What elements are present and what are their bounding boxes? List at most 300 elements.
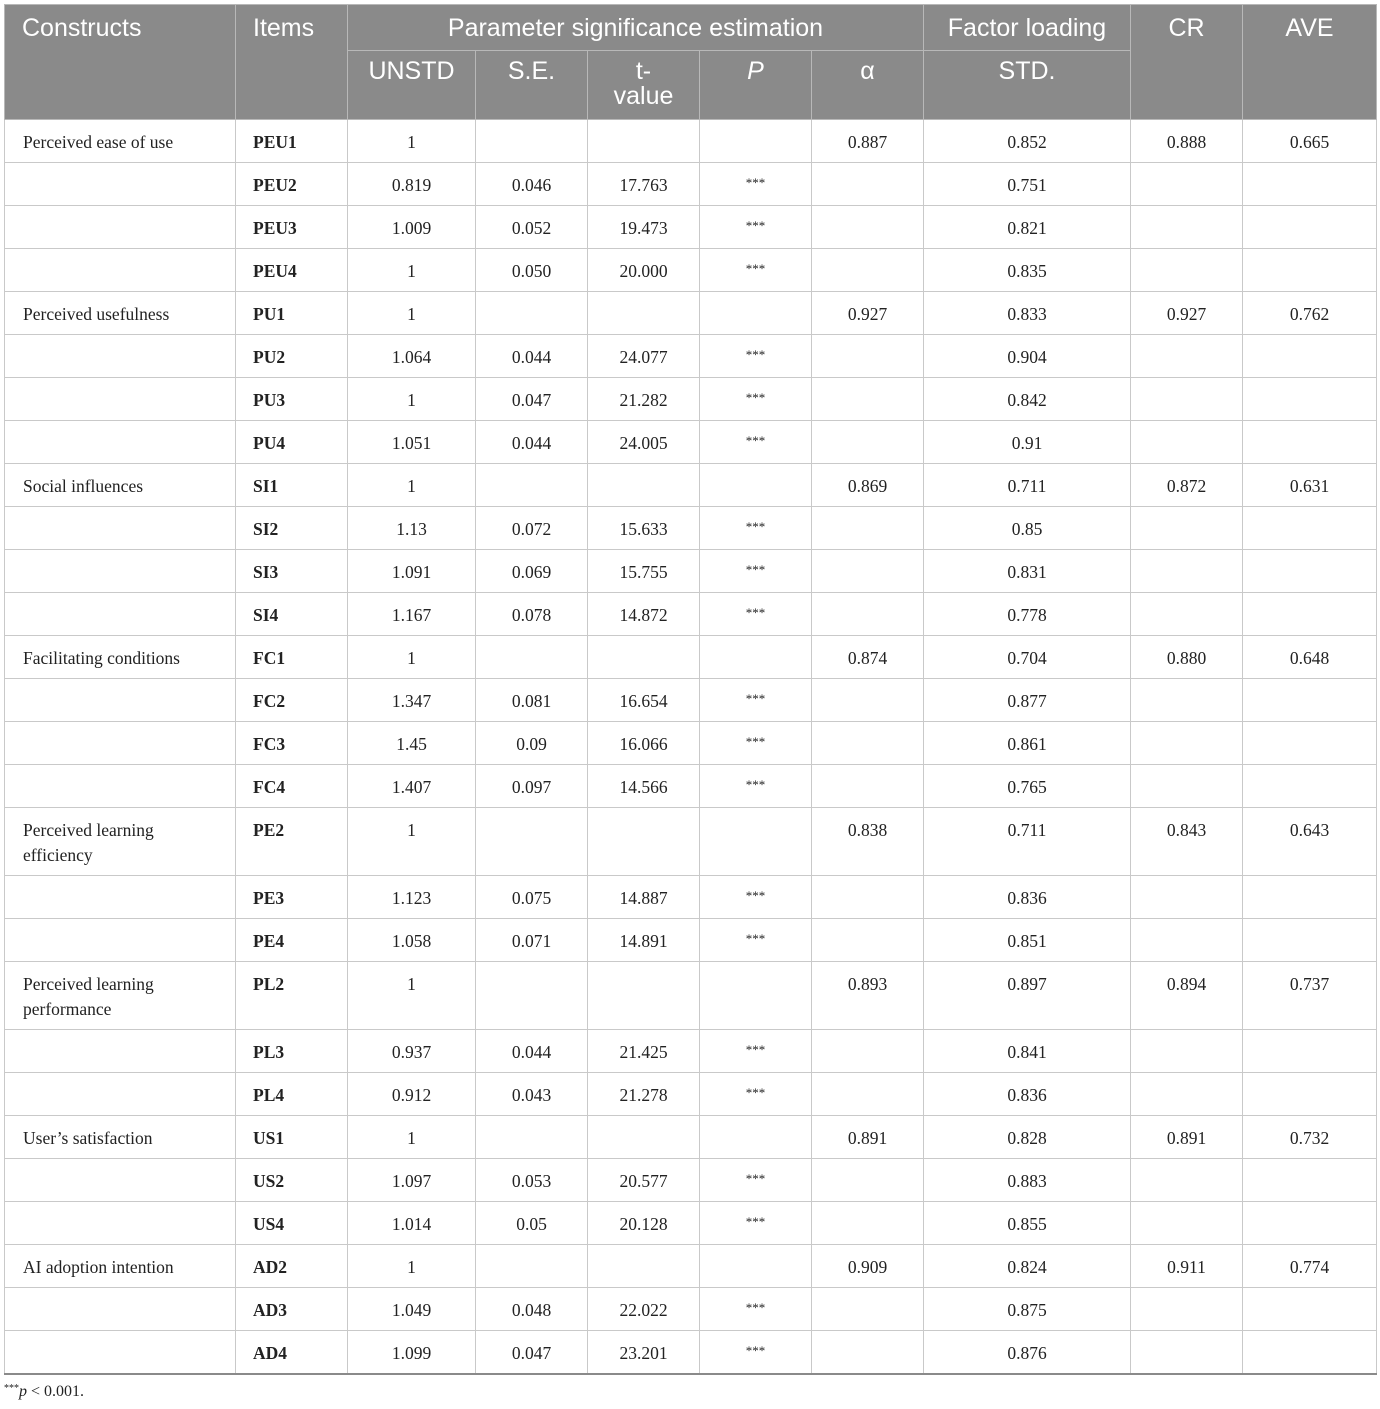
cell-unstd: 1.347 xyxy=(348,679,476,722)
cell-alpha xyxy=(812,1202,924,1245)
cell-se xyxy=(476,292,588,335)
cell-std: 0.897 xyxy=(924,962,1131,1030)
cell-alpha xyxy=(812,876,924,919)
table-row xyxy=(5,120,1377,163)
cell-std: 0.904 xyxy=(924,335,1131,378)
cell-construct: AI adoption intention xyxy=(5,1245,236,1288)
cell-se: 0.069 xyxy=(476,550,588,593)
cell-t-value: 14.891 xyxy=(588,919,700,962)
cell-construct xyxy=(5,919,236,962)
cell-p: *** xyxy=(700,1073,812,1116)
cell-alpha xyxy=(812,378,924,421)
cell-item: SI2 xyxy=(236,507,348,550)
cell-se: 0.043 xyxy=(476,1073,588,1116)
cell-t-value: 19.473 xyxy=(588,206,700,249)
table-row xyxy=(5,636,1377,679)
cell-item: PEU3 xyxy=(236,206,348,249)
cell-cr: 0.880 xyxy=(1131,636,1243,679)
cell-alpha: 0.869 xyxy=(812,464,924,507)
cell-item: PU2 xyxy=(236,335,348,378)
table-header xyxy=(5,5,1377,120)
cell-alpha xyxy=(812,679,924,722)
cell-t-value: 20.128 xyxy=(588,1202,700,1245)
table-row xyxy=(5,593,1377,636)
cell-std: 0.711 xyxy=(924,808,1131,876)
cell-p: *** xyxy=(700,1159,812,1202)
cell-std: 0.836 xyxy=(924,876,1131,919)
cell-alpha xyxy=(812,335,924,378)
cell-cr xyxy=(1131,1159,1243,1202)
header-cr: CR xyxy=(1131,5,1243,120)
cell-p: *** xyxy=(700,1288,812,1331)
cell-p: *** xyxy=(700,421,812,464)
cell-se xyxy=(476,1245,588,1288)
cell-t-value: 16.654 xyxy=(588,679,700,722)
table-row xyxy=(5,249,1377,292)
cell-se: 0.048 xyxy=(476,1288,588,1331)
cell-t-value xyxy=(588,464,700,507)
cell-construct: Perceived learning performance xyxy=(5,962,236,1030)
cell-ave xyxy=(1243,1288,1377,1331)
cell-ave xyxy=(1243,1331,1377,1374)
cell-std: 0.852 xyxy=(924,120,1131,163)
table-row xyxy=(5,722,1377,765)
cell-se: 0.044 xyxy=(476,335,588,378)
cell-cr xyxy=(1131,722,1243,765)
table-row xyxy=(5,919,1377,962)
header-ave: AVE xyxy=(1243,5,1377,120)
cell-construct xyxy=(5,163,236,206)
cell-unstd: 0.912 xyxy=(348,1073,476,1116)
cell-ave xyxy=(1243,765,1377,808)
cell-se: 0.081 xyxy=(476,679,588,722)
cell-p: *** xyxy=(700,335,812,378)
cell-item: PEU1 xyxy=(236,120,348,163)
results-table-wrapper xyxy=(4,4,1376,1375)
table-row xyxy=(5,1030,1377,1073)
cell-item: SI1 xyxy=(236,464,348,507)
cell-cr xyxy=(1131,593,1243,636)
cell-se: 0.047 xyxy=(476,378,588,421)
cell-cr xyxy=(1131,679,1243,722)
cell-se: 0.047 xyxy=(476,1331,588,1374)
cell-t-value: 21.278 xyxy=(588,1073,700,1116)
cell-unstd: 1.051 xyxy=(348,421,476,464)
cell-cr xyxy=(1131,378,1243,421)
cell-construct xyxy=(5,507,236,550)
cell-item: PL3 xyxy=(236,1030,348,1073)
cell-unstd: 1.45 xyxy=(348,722,476,765)
cell-p: *** xyxy=(700,1202,812,1245)
cell-t-value: 20.577 xyxy=(588,1159,700,1202)
cell-item: US1 xyxy=(236,1116,348,1159)
cell-alpha xyxy=(812,1331,924,1374)
footnote-text: < 0.001. xyxy=(27,1383,85,1400)
table-row xyxy=(5,1288,1377,1331)
cell-item: PU3 xyxy=(236,378,348,421)
cell-cr xyxy=(1131,1202,1243,1245)
cell-p: *** xyxy=(700,163,812,206)
cell-ave xyxy=(1243,722,1377,765)
cell-cr xyxy=(1131,765,1243,808)
cell-p: *** xyxy=(700,593,812,636)
cell-construct xyxy=(5,249,236,292)
cell-cr: 0.888 xyxy=(1131,120,1243,163)
header-parameter-group: Parameter significance estimation xyxy=(348,5,924,51)
cell-p: *** xyxy=(700,249,812,292)
cell-alpha: 0.887 xyxy=(812,120,924,163)
cell-construct xyxy=(5,593,236,636)
cell-ave: 0.737 xyxy=(1243,962,1377,1030)
cell-std: 0.833 xyxy=(924,292,1131,335)
cell-ave xyxy=(1243,1030,1377,1073)
cell-std: 0.836 xyxy=(924,1073,1131,1116)
cell-t-value xyxy=(588,120,700,163)
cell-ave: 0.631 xyxy=(1243,464,1377,507)
cell-p xyxy=(700,120,812,163)
cell-unstd: 1 xyxy=(348,464,476,507)
cell-p xyxy=(700,1245,812,1288)
cell-item: PU4 xyxy=(236,421,348,464)
cell-p: *** xyxy=(700,1030,812,1073)
cell-p: *** xyxy=(700,1331,812,1374)
cell-item: FC1 xyxy=(236,636,348,679)
cell-construct xyxy=(5,1331,236,1374)
cell-cr: 0.843 xyxy=(1131,808,1243,876)
cell-alpha xyxy=(812,1030,924,1073)
cell-alpha xyxy=(812,206,924,249)
cell-alpha xyxy=(812,765,924,808)
header-items: Items xyxy=(236,5,348,120)
table-row xyxy=(5,163,1377,206)
cell-t-value: 24.077 xyxy=(588,335,700,378)
measurement-model-table xyxy=(4,4,1377,1375)
cell-item: PU1 xyxy=(236,292,348,335)
cell-unstd: 1 xyxy=(348,962,476,1030)
cell-alpha xyxy=(812,507,924,550)
cell-std: 0.875 xyxy=(924,1288,1131,1331)
cell-unstd: 1.099 xyxy=(348,1331,476,1374)
cell-alpha: 0.927 xyxy=(812,292,924,335)
cell-ave xyxy=(1243,550,1377,593)
cell-alpha xyxy=(812,722,924,765)
cell-alpha xyxy=(812,550,924,593)
cell-unstd: 1.009 xyxy=(348,206,476,249)
cell-alpha xyxy=(812,249,924,292)
cell-p xyxy=(700,292,812,335)
cell-cr xyxy=(1131,163,1243,206)
cell-construct xyxy=(5,421,236,464)
cell-se xyxy=(476,120,588,163)
cell-item: PEU2 xyxy=(236,163,348,206)
cell-t-value xyxy=(588,1116,700,1159)
cell-t-value: 15.755 xyxy=(588,550,700,593)
cell-item: AD2 xyxy=(236,1245,348,1288)
cell-se: 0.053 xyxy=(476,1159,588,1202)
header-factor-loading: Factor loading xyxy=(924,5,1131,51)
cell-unstd: 0.937 xyxy=(348,1030,476,1073)
cell-cr xyxy=(1131,1288,1243,1331)
cell-ave xyxy=(1243,876,1377,919)
cell-p: *** xyxy=(700,679,812,722)
cell-alpha: 0.891 xyxy=(812,1116,924,1159)
cell-item: US2 xyxy=(236,1159,348,1202)
cell-t-value: 14.872 xyxy=(588,593,700,636)
table-row xyxy=(5,421,1377,464)
cell-se: 0.044 xyxy=(476,1030,588,1073)
cell-item: SI4 xyxy=(236,593,348,636)
cell-std: 0.876 xyxy=(924,1331,1131,1374)
cell-construct: Social influences xyxy=(5,464,236,507)
cell-t-value: 24.005 xyxy=(588,421,700,464)
cell-cr xyxy=(1131,876,1243,919)
table-footnote xyxy=(4,1383,84,1401)
cell-alpha: 0.874 xyxy=(812,636,924,679)
cell-construct: User’s satisfaction xyxy=(5,1116,236,1159)
cell-std: 0.778 xyxy=(924,593,1131,636)
cell-alpha xyxy=(812,593,924,636)
table-row xyxy=(5,1202,1377,1245)
cell-t-value xyxy=(588,1245,700,1288)
cell-se xyxy=(476,808,588,876)
cell-ave xyxy=(1243,1202,1377,1245)
cell-std: 0.91 xyxy=(924,421,1131,464)
table-row xyxy=(5,1159,1377,1202)
cell-std: 0.855 xyxy=(924,1202,1131,1245)
cell-cr: 0.927 xyxy=(1131,292,1243,335)
cell-alpha xyxy=(812,1073,924,1116)
cell-se: 0.097 xyxy=(476,765,588,808)
cell-std: 0.883 xyxy=(924,1159,1131,1202)
cell-cr xyxy=(1131,1073,1243,1116)
cell-ave: 0.643 xyxy=(1243,808,1377,876)
footnote-variable: p xyxy=(19,1383,27,1400)
cell-ave xyxy=(1243,206,1377,249)
cell-ave xyxy=(1243,507,1377,550)
cell-construct xyxy=(5,876,236,919)
cell-std: 0.751 xyxy=(924,163,1131,206)
cell-p: *** xyxy=(700,206,812,249)
cell-item: FC2 xyxy=(236,679,348,722)
header-unstd: UNSTD xyxy=(348,51,476,120)
cell-t-value: 14.887 xyxy=(588,876,700,919)
table-row xyxy=(5,1116,1377,1159)
cell-cr: 0.894 xyxy=(1131,962,1243,1030)
cell-item: FC4 xyxy=(236,765,348,808)
cell-std: 0.711 xyxy=(924,464,1131,507)
cell-unstd: 1 xyxy=(348,120,476,163)
cell-ave: 0.648 xyxy=(1243,636,1377,679)
cell-ave: 0.732 xyxy=(1243,1116,1377,1159)
cell-t-value: 17.763 xyxy=(588,163,700,206)
cell-construct: Perceived usefulness xyxy=(5,292,236,335)
cell-se: 0.044 xyxy=(476,421,588,464)
cell-item: PL2 xyxy=(236,962,348,1030)
cell-unstd: 1.167 xyxy=(348,593,476,636)
cell-construct: Perceived learning efficiency xyxy=(5,808,236,876)
cell-unstd: 1 xyxy=(348,378,476,421)
cell-std: 0.842 xyxy=(924,378,1131,421)
cell-construct xyxy=(5,206,236,249)
cell-construct xyxy=(5,679,236,722)
cell-item: US4 xyxy=(236,1202,348,1245)
cell-ave xyxy=(1243,249,1377,292)
cell-t-value: 16.066 xyxy=(588,722,700,765)
cell-unstd: 1.058 xyxy=(348,919,476,962)
cell-std: 0.828 xyxy=(924,1116,1131,1159)
cell-cr xyxy=(1131,1331,1243,1374)
cell-construct xyxy=(5,1288,236,1331)
table-row xyxy=(5,876,1377,919)
cell-item: PE2 xyxy=(236,808,348,876)
cell-item: PE4 xyxy=(236,919,348,962)
cell-p xyxy=(700,464,812,507)
cell-t-value: 21.425 xyxy=(588,1030,700,1073)
cell-unstd: 0.819 xyxy=(348,163,476,206)
cell-construct xyxy=(5,765,236,808)
cell-unstd: 1.13 xyxy=(348,507,476,550)
cell-alpha: 0.909 xyxy=(812,1245,924,1288)
cell-cr xyxy=(1131,249,1243,292)
table-row xyxy=(5,962,1377,1030)
cell-unstd: 1 xyxy=(348,292,476,335)
header-t-value: t-value xyxy=(588,51,700,120)
cell-construct: Facilitating conditions xyxy=(5,636,236,679)
cell-item: PEU4 xyxy=(236,249,348,292)
cell-p: *** xyxy=(700,919,812,962)
cell-t-value xyxy=(588,636,700,679)
cell-se xyxy=(476,464,588,507)
cell-ave xyxy=(1243,163,1377,206)
cell-construct xyxy=(5,1202,236,1245)
cell-se: 0.05 xyxy=(476,1202,588,1245)
cell-construct xyxy=(5,722,236,765)
cell-cr xyxy=(1131,206,1243,249)
table-row xyxy=(5,1245,1377,1288)
cell-ave xyxy=(1243,421,1377,464)
cell-std: 0.841 xyxy=(924,1030,1131,1073)
header-alpha: α xyxy=(812,51,924,120)
cell-unstd: 1.091 xyxy=(348,550,476,593)
cell-std: 0.861 xyxy=(924,722,1131,765)
cell-ave: 0.665 xyxy=(1243,120,1377,163)
table-row xyxy=(5,507,1377,550)
cell-t-value: 22.022 xyxy=(588,1288,700,1331)
cell-unstd: 1 xyxy=(348,636,476,679)
cell-ave xyxy=(1243,919,1377,962)
cell-item: PL4 xyxy=(236,1073,348,1116)
cell-unstd: 1 xyxy=(348,1116,476,1159)
cell-construct xyxy=(5,1073,236,1116)
cell-std: 0.851 xyxy=(924,919,1131,962)
cell-unstd: 1.097 xyxy=(348,1159,476,1202)
cell-se: 0.078 xyxy=(476,593,588,636)
cell-ave xyxy=(1243,378,1377,421)
cell-alpha xyxy=(812,163,924,206)
cell-p: *** xyxy=(700,722,812,765)
cell-se: 0.075 xyxy=(476,876,588,919)
cell-unstd: 1 xyxy=(348,808,476,876)
cell-unstd: 1 xyxy=(348,1245,476,1288)
cell-p xyxy=(700,808,812,876)
cell-ave xyxy=(1243,679,1377,722)
cell-unstd: 1.064 xyxy=(348,335,476,378)
table-row xyxy=(5,765,1377,808)
cell-cr xyxy=(1131,1030,1243,1073)
cell-ave: 0.762 xyxy=(1243,292,1377,335)
header-se: S.E. xyxy=(476,51,588,120)
cell-std: 0.824 xyxy=(924,1245,1131,1288)
cell-ave xyxy=(1243,593,1377,636)
table-row xyxy=(5,808,1377,876)
cell-ave: 0.774 xyxy=(1243,1245,1377,1288)
cell-p: *** xyxy=(700,378,812,421)
cell-alpha xyxy=(812,919,924,962)
cell-construct xyxy=(5,1030,236,1073)
cell-cr xyxy=(1131,919,1243,962)
cell-std: 0.831 xyxy=(924,550,1131,593)
cell-alpha: 0.838 xyxy=(812,808,924,876)
table-row xyxy=(5,1073,1377,1116)
cell-p xyxy=(700,962,812,1030)
cell-alpha xyxy=(812,1159,924,1202)
cell-se: 0.071 xyxy=(476,919,588,962)
cell-ave xyxy=(1243,1073,1377,1116)
cell-std: 0.765 xyxy=(924,765,1131,808)
cell-p: *** xyxy=(700,550,812,593)
cell-se xyxy=(476,636,588,679)
cell-cr xyxy=(1131,335,1243,378)
cell-se: 0.046 xyxy=(476,163,588,206)
cell-t-value: 15.633 xyxy=(588,507,700,550)
cell-item: AD4 xyxy=(236,1331,348,1374)
cell-t-value: 23.201 xyxy=(588,1331,700,1374)
cell-unstd: 1.014 xyxy=(348,1202,476,1245)
cell-ave xyxy=(1243,1159,1377,1202)
table-row xyxy=(5,679,1377,722)
cell-item: FC3 xyxy=(236,722,348,765)
cell-construct xyxy=(5,378,236,421)
cell-p xyxy=(700,636,812,679)
cell-t-value xyxy=(588,292,700,335)
table-row xyxy=(5,464,1377,507)
table-body xyxy=(5,120,1377,1374)
cell-unstd: 1.049 xyxy=(348,1288,476,1331)
header-p: P xyxy=(700,51,812,120)
cell-alpha xyxy=(812,1288,924,1331)
cell-construct: Perceived ease of use xyxy=(5,120,236,163)
cell-construct xyxy=(5,335,236,378)
header-constructs: Constructs xyxy=(5,5,236,120)
cell-t-value xyxy=(588,808,700,876)
cell-cr xyxy=(1131,550,1243,593)
cell-cr xyxy=(1131,421,1243,464)
cell-se xyxy=(476,1116,588,1159)
cell-p xyxy=(700,1116,812,1159)
cell-se: 0.050 xyxy=(476,249,588,292)
table-row xyxy=(5,206,1377,249)
cell-unstd: 1.123 xyxy=(348,876,476,919)
table-row xyxy=(5,1331,1377,1374)
cell-t-value: 21.282 xyxy=(588,378,700,421)
table-row xyxy=(5,378,1377,421)
cell-alpha xyxy=(812,421,924,464)
table-row xyxy=(5,292,1377,335)
cell-item: PE3 xyxy=(236,876,348,919)
table-row xyxy=(5,335,1377,378)
cell-alpha: 0.893 xyxy=(812,962,924,1030)
cell-unstd: 1.407 xyxy=(348,765,476,808)
